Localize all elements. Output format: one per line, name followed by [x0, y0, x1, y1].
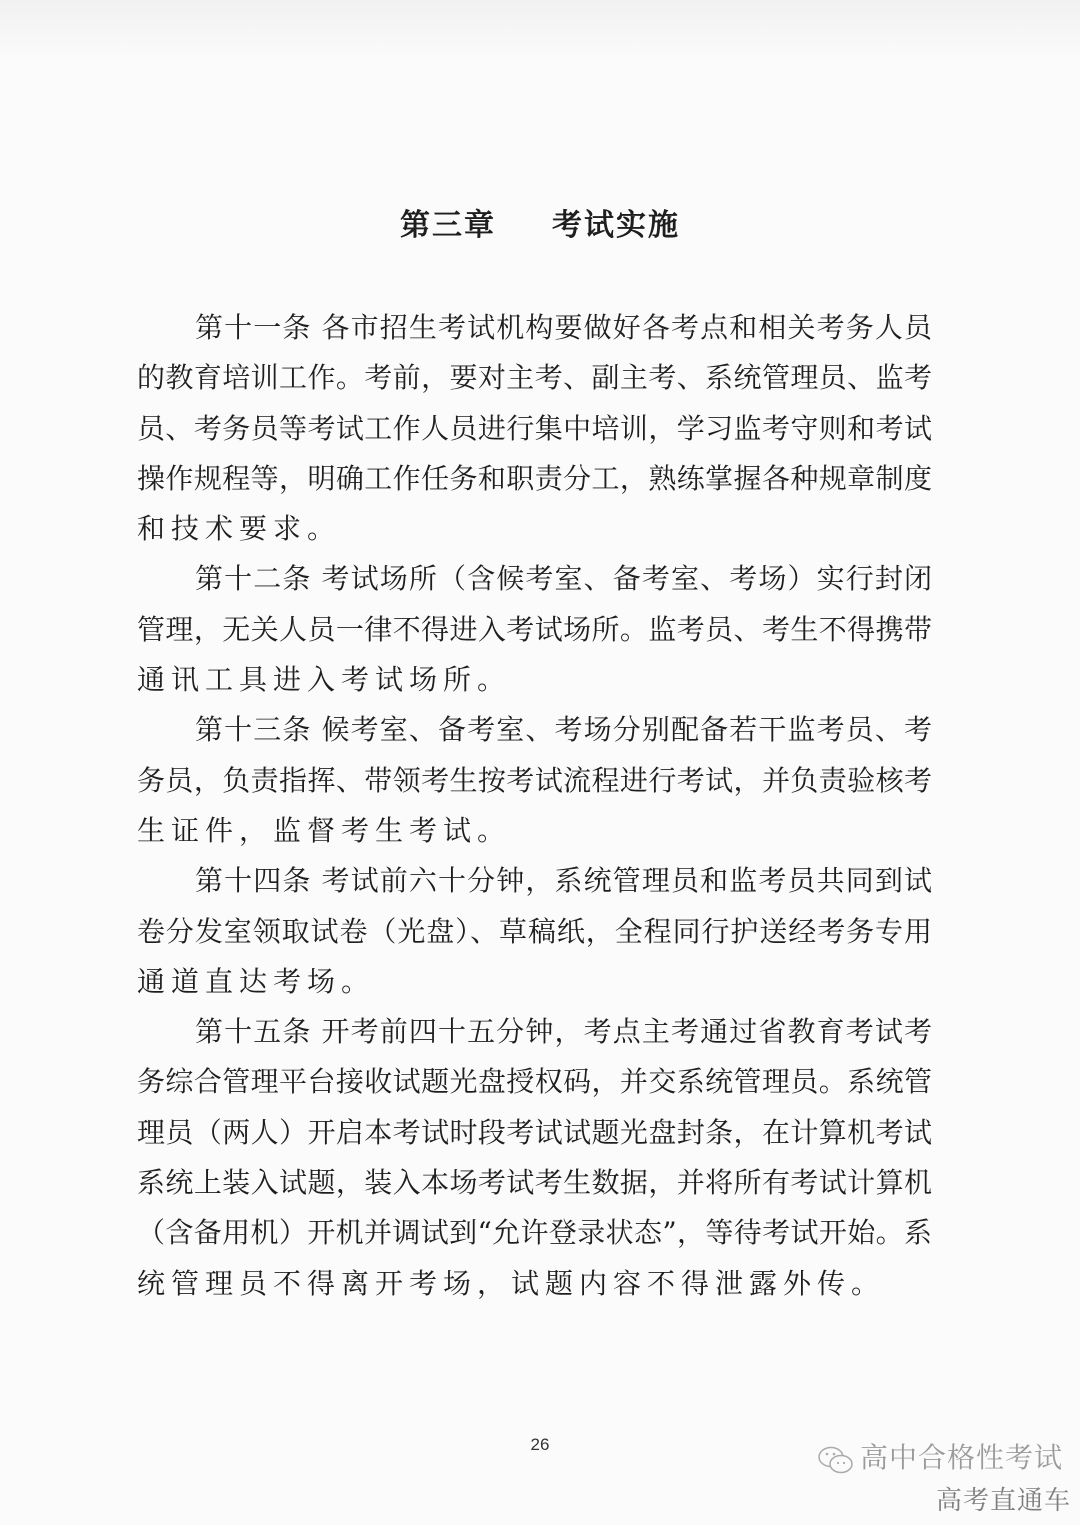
paragraph-line: 生证件，监督考生考试。 — [137, 813, 512, 847]
watermark-text-a: 高中合格性考试 — [860, 1441, 1064, 1474]
paragraph-line: 理员（两人）开启本考试时段考试试题光盘封条，在计算机考试 — [137, 1115, 932, 1149]
watermark — [818, 1440, 1076, 1522]
chapter-number: 第三章 — [400, 208, 496, 243]
paragraph-line: 和技术要求。 — [137, 512, 342, 546]
article-paragraph — [137, 705, 932, 856]
chapter-heading — [0, 200, 1080, 244]
paragraph-line: 管理，无关人员一律不得进入考试场所。监考员、考生不得携带 — [137, 612, 932, 646]
paragraph-line: 第十四条 考试前六十分钟，系统管理员和监考员共同到试 — [195, 864, 932, 898]
paragraph-line: 卷分发室领取试卷（光盘）、草稿纸，全程同行护送经考务专用 — [137, 914, 932, 948]
article-paragraph — [137, 856, 932, 1007]
wechat-icon — [818, 1446, 854, 1476]
watermark-text-b: 高考直通车 — [936, 1486, 1072, 1516]
document-body — [137, 303, 932, 1309]
article-paragraph — [137, 1007, 932, 1309]
article-paragraph — [137, 303, 932, 554]
paragraph-line: 的教育培训工作。考前，要对主考、副主考、系统管理员、监考 — [137, 361, 932, 395]
paragraph-line: 务员，负责指挥、带领考生按考试流程进行考试，并负责验核考 — [137, 763, 932, 797]
paragraph-line: 第十一条 各市招生考试机构要做好各考点和相关考务人员 — [195, 311, 932, 344]
paragraph-line: 员、考务员等考试工作人员进行集中培训，学习监考守则和考试 — [137, 411, 932, 445]
paragraph-line: （含备用机）开机并调试到“允许登录状态”，等待考试开始。系 — [137, 1216, 932, 1250]
paragraph-line: 操作规程等，明确工作任务和职责分工，熟练掌握各种规章制度 — [137, 461, 932, 495]
paragraph-line: 通道直达考场。 — [137, 964, 376, 998]
paragraph-line: 第十五条 开考前四十五分钟，考点主考通过省教育考试考 — [195, 1015, 932, 1049]
page-number: 26 — [530, 1435, 550, 1454]
paragraph-line: 系统上装入试题，装入本场考试考生数据，并将所有考试计算机 — [137, 1166, 932, 1200]
paragraph-line: 第十二条 考试场所（含候考室、备考室、考场）实行封闭 — [195, 562, 932, 596]
paragraph-line: 通讯工具进入考试场所。 — [137, 663, 512, 697]
paragraph-line: 第十三条 候考室、备考室、考场分别配备若干监考员、考 — [195, 713, 932, 747]
scan-shadow — [0, 0, 1080, 60]
paragraph-line: 务综合管理平台接收试题光盘授权码，并交系统管理员。系统管 — [137, 1065, 932, 1099]
paragraph-line: 统管理员不得离开考场，试题内容不得泄露外传。 — [137, 1266, 886, 1300]
chapter-title: 考试实施 — [552, 208, 680, 243]
article-paragraph — [137, 554, 932, 705]
